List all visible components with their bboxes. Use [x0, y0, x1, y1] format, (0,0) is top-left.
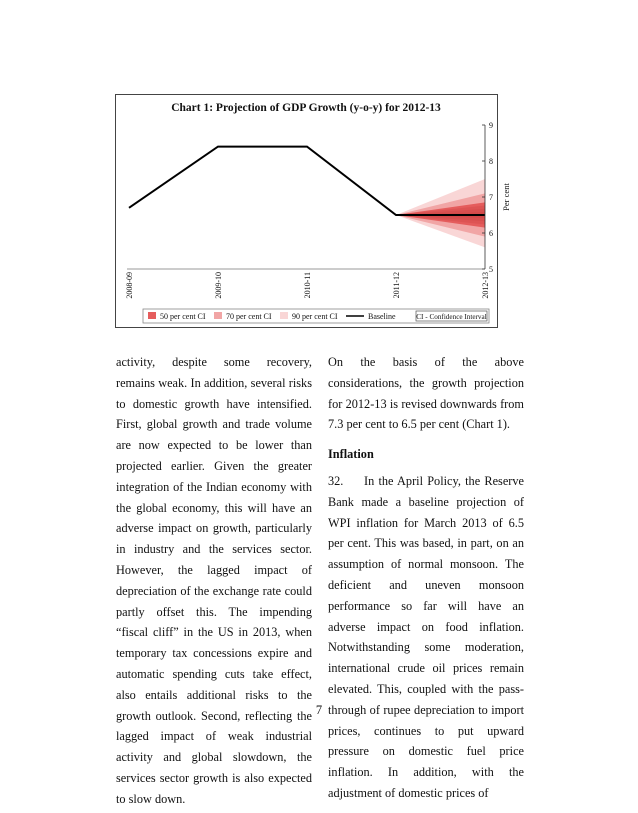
legend-swatch — [148, 312, 156, 319]
x-tick-label: 2008-09 — [125, 272, 134, 299]
chart-title: Chart 1: Projection of GDP Growth (y-o-y) for 2012-13 — [171, 102, 441, 114]
right-column — [328, 352, 524, 804]
page-number: 7 — [315, 703, 323, 717]
legend-swatch — [214, 312, 222, 319]
y-tick-label: 8 — [489, 157, 493, 166]
x-tick-label: 2010-11 — [303, 272, 312, 299]
section-heading: Inflation — [328, 447, 374, 462]
body-paragraph: activity, despite some recovery, remains weak. In addition, several risks to domestic growth have intensified. First, global growth and trade volume are now expected to be lower than projected earlier. Given the greater integration of the Indian economy with the global economy, this will have an adverse impact on growth, particularly in industry and the services sector. However, the lagged impact of depreciation of the exchange rate could partly offset this. The impending “fiscal cliff” in the US in 2013, when temporary tax concessions expire and automatic spending cuts take effect, also entails additional risks to the growth outlook. Second, reflecting the lagged impact of weak industrial activity and global slowdown, the services sector growth is also expected to slow down. — [116, 355, 312, 806]
y-tick-label: 7 — [489, 193, 493, 202]
y-tick-label: 6 — [489, 229, 493, 238]
left-column — [116, 352, 312, 810]
gdp-growth-chart — [116, 95, 511, 329]
chart-frame — [115, 94, 511, 328]
legend-swatch — [280, 312, 288, 319]
legend-label: 70 per cent CI — [226, 312, 272, 321]
legend-note: CI - Confidence Interval — [416, 313, 487, 321]
paragraph-text: In the April Policy, the Reserve Bank made a baseline projection of WPI inflation for March 2013 of 6.5 per cent. This was based, in part, on an assumption of normal monsoon. The deficient and uneven monsoon performance so far will have an adverse impact on food inflation. Notwithstanding some moderation, international crude oil prices remain elevated. This, coupled with the pass-through of rupee depreciation to import prices, continues to put upward pressure on domestic fuel price inflation. In addition, with the adjustment of domestic prices of — [328, 473, 524, 800]
body-paragraph: On the basis of the above considerations, the growth projection for 2012-13 is revised downwards from 7.3 per cent to 6.5 per cent (Chart 1). — [328, 355, 524, 432]
x-axis-ticks — [125, 269, 490, 299]
x-tick-label: 2011-12 — [392, 272, 401, 299]
legend-label: 90 per cent CI — [292, 312, 338, 321]
legend-label: 50 per cent CI — [160, 312, 206, 321]
y-tick-label: 5 — [489, 265, 493, 274]
x-tick-label: 2009-10 — [214, 272, 223, 299]
confidence-fan — [396, 179, 485, 247]
paragraph-number: 32. — [328, 473, 344, 488]
chart-legend — [143, 309, 489, 323]
y-axis-label: Per cent — [501, 183, 511, 211]
x-tick-label: 2012-13 — [481, 272, 490, 299]
y-tick-label: 9 — [489, 121, 493, 130]
legend-label: Baseline — [368, 312, 396, 321]
body-paragraph — [328, 471, 524, 804]
